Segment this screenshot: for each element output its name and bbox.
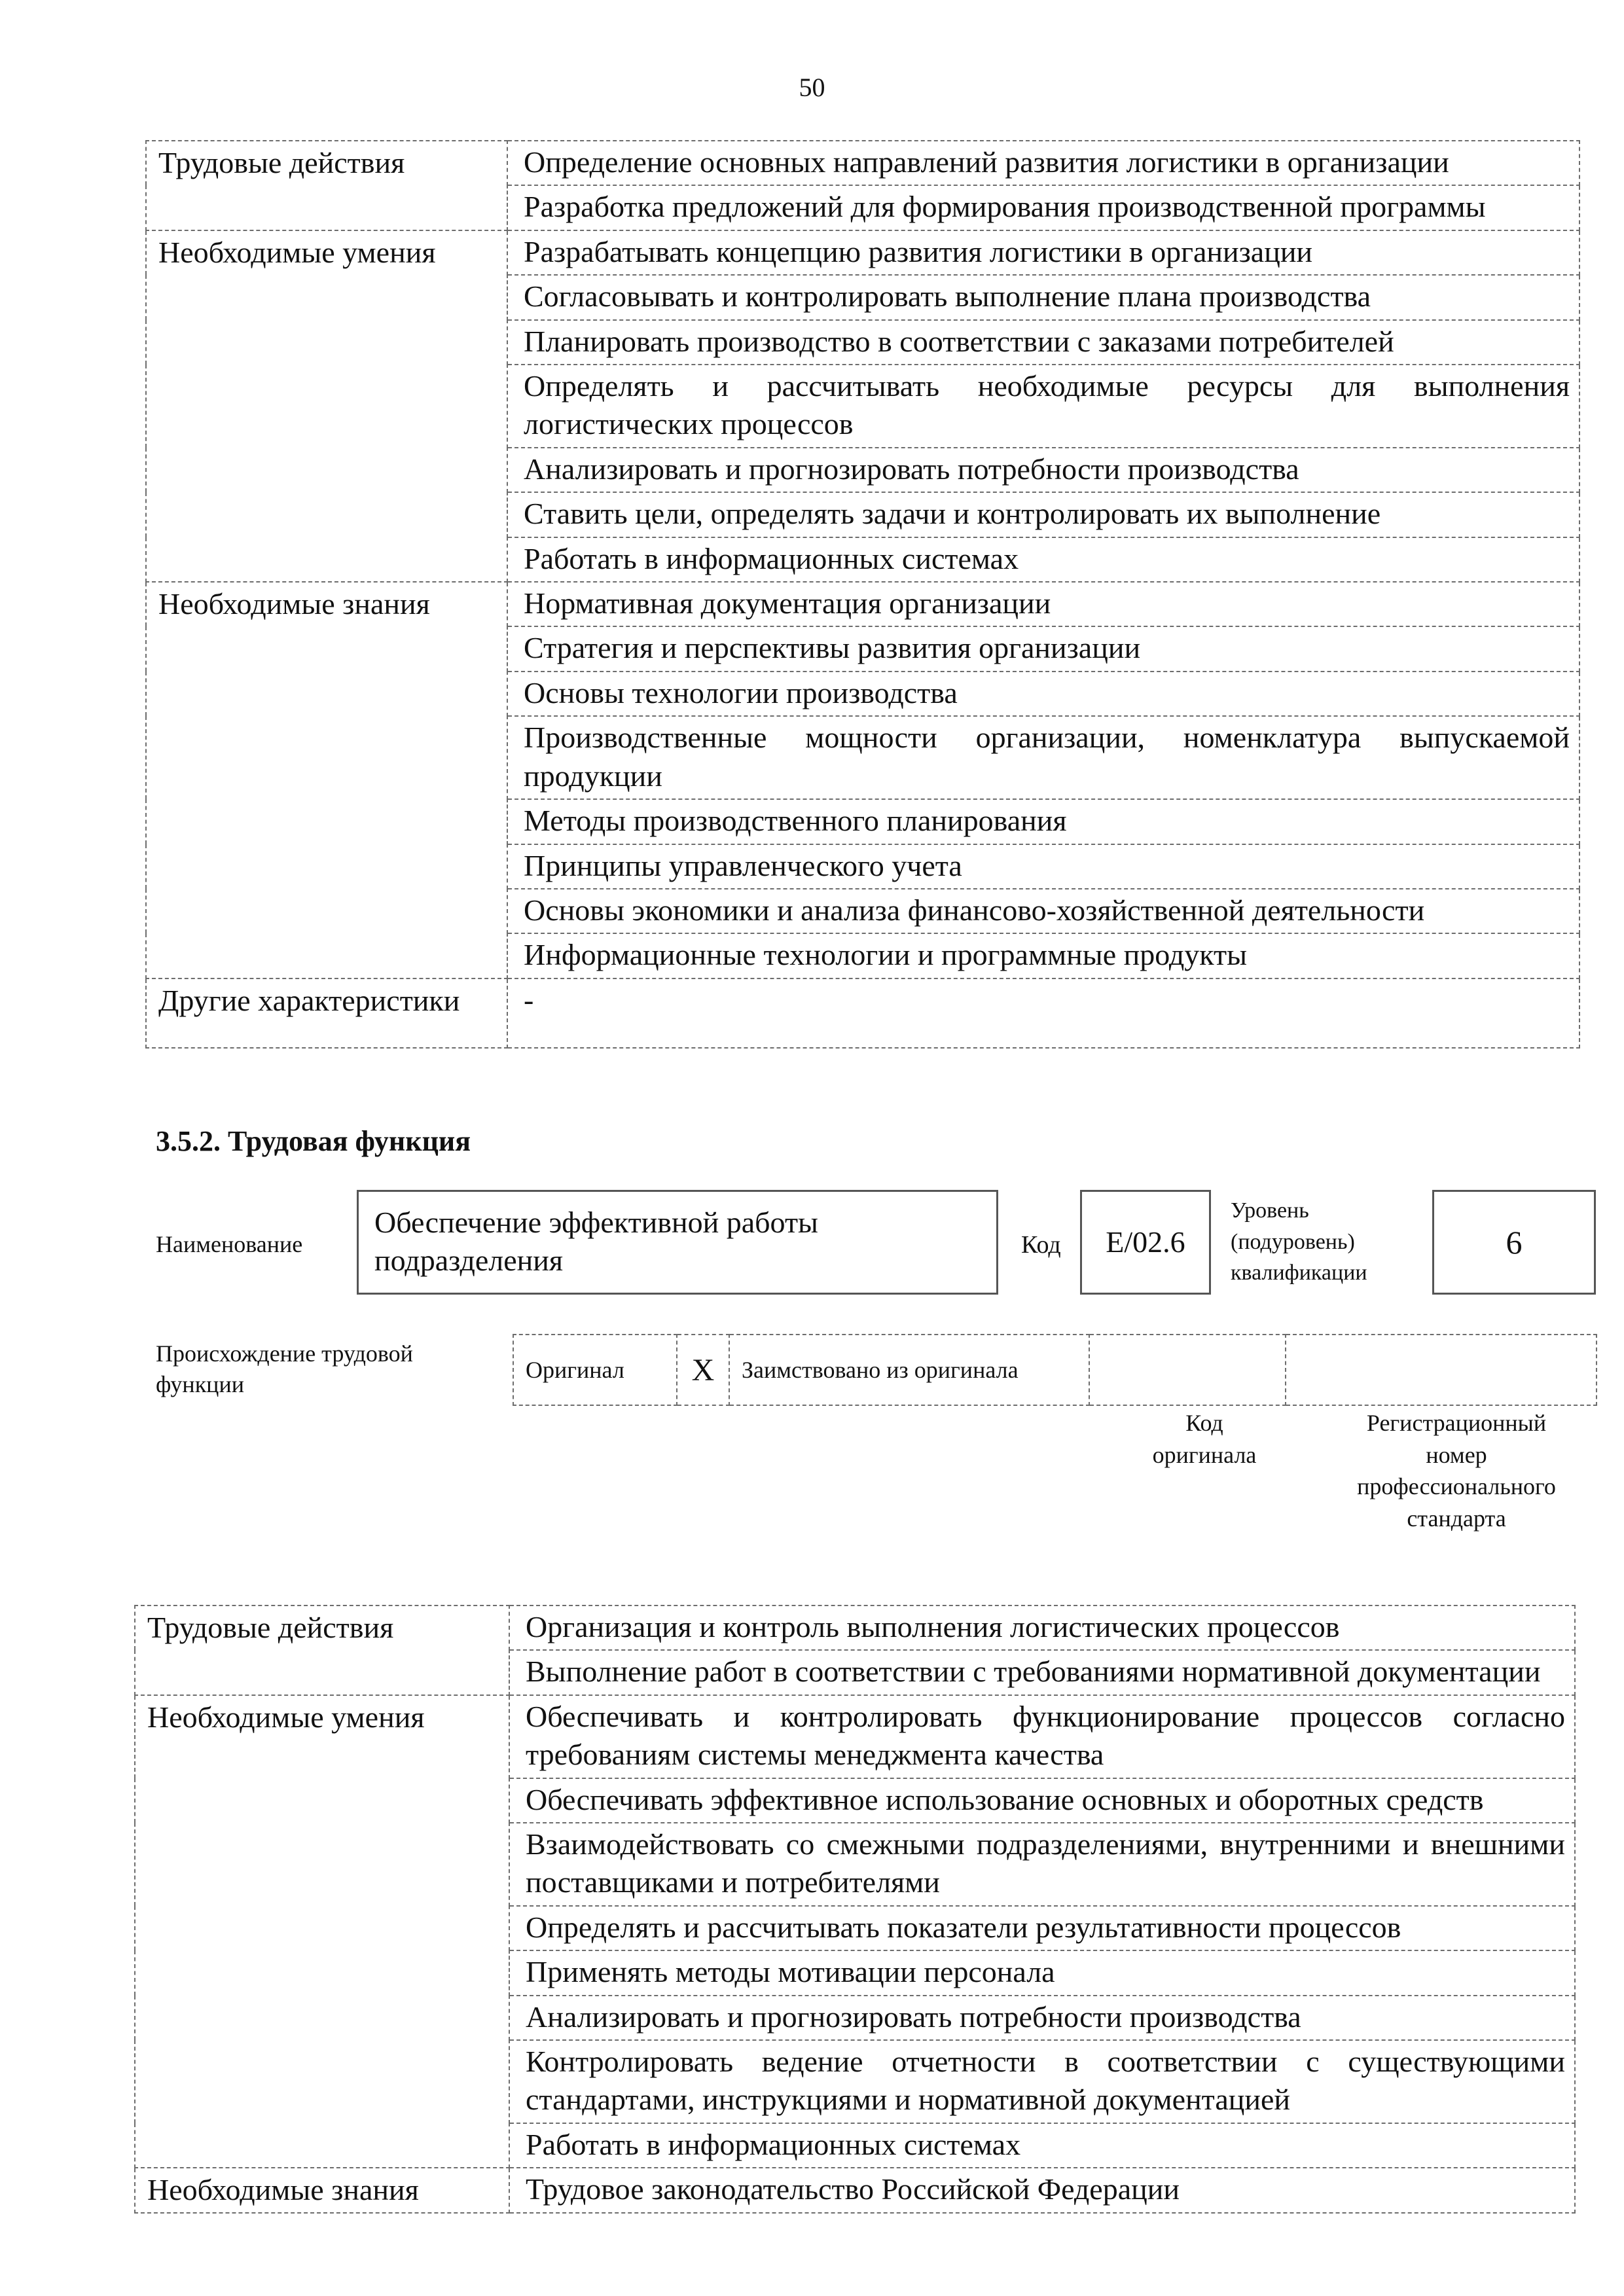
row-label-labor-actions: Трудовые действия — [135, 1605, 509, 1695]
page-number: 50 — [799, 73, 825, 102]
origin-code-cell — [1089, 1335, 1286, 1405]
row-label-skills: Необходимые умения — [146, 230, 507, 582]
origin-borrowed-cell: Заимствовано из оригинала — [729, 1335, 1089, 1405]
function-name-box: Обеспечение эффективной работы подразделения — [357, 1190, 998, 1295]
section-title: 3.5.2. Трудовая функция — [156, 1125, 471, 1157]
name-label: Наименование — [156, 1231, 303, 1257]
table-cell: Работать в информационных системах — [507, 537, 1579, 582]
caption-line: Регистрационный — [1366, 1410, 1547, 1436]
table-cell: Обеспечивать и контролировать функционирование процессов согласно требованиям системы менеджмента качества — [509, 1695, 1575, 1778]
qualification-level-box: 6 — [1432, 1190, 1596, 1295]
caption-line: профессионального — [1357, 1473, 1556, 1500]
row-label-other: Другие характеристики — [146, 978, 507, 1048]
table-cell: Анализировать и прогнозировать потребности производства — [509, 1996, 1575, 2040]
table-cell: Контролировать ведение отчетности в соответствии с существующими стандартами, инструкциями и нормативной документацией — [509, 2040, 1575, 2123]
table-cell: Методы производственного планирования — [507, 799, 1579, 844]
table-cell: Определение основных направлений развития логистики в организации — [507, 141, 1579, 185]
row-label-labor-actions: Трудовые действия — [146, 141, 507, 230]
requirements-table-bottom — [134, 1605, 1576, 2214]
level-label — [1231, 1195, 1367, 1289]
caption-line: оригинала — [1152, 1441, 1257, 1468]
requirements-table-top — [145, 140, 1580, 1049]
table-cell: Основы технологии производства — [507, 672, 1579, 716]
row-label-knowledge: Необходимые знания — [135, 2168, 509, 2212]
table-cell: Производственные мощности организации, номенклатура выпускаемой продукции — [507, 716, 1579, 799]
table-cell: Определять и рассчитывать показатели результативности процессов — [509, 1906, 1575, 1950]
table-cell: Взаимодействовать со смежными подразделениями, внутренними и внешними поставщиками и потребителями — [509, 1823, 1575, 1906]
origin-label-line: Происхождение трудовой — [156, 1340, 413, 1367]
table-cell: Ставить цели, определять задачи и контролировать их выполнение — [507, 492, 1579, 537]
table-cell: - — [507, 978, 1579, 1048]
caption-registration-number — [1316, 1407, 1597, 1534]
row-label-skills: Необходимые умения — [135, 1695, 509, 2168]
table-cell: Принципы управленческого учета — [507, 844, 1579, 889]
table-cell: Разработка предложений для формирования производственной программы — [507, 185, 1579, 230]
table-cell: Организация и контроль выполнения логистических процессов — [509, 1605, 1575, 1650]
table-cell: Определять и рассчитывать необходимые ресурсы для выполнения логистических процессов — [507, 365, 1579, 448]
function-code-box: E/02.6 — [1080, 1190, 1211, 1295]
table-cell: Основы экономики и анализа финансово-хозяйственной деятельности — [507, 889, 1579, 933]
table-cell: Разрабатывать концепцию развития логистики в организации — [507, 230, 1579, 275]
origin-label — [156, 1338, 413, 1400]
origin-mark-cell: X — [677, 1335, 729, 1405]
table-cell: Работать в информационных системах — [509, 2123, 1575, 2168]
caption-line: Код — [1185, 1410, 1223, 1436]
table-cell: Нормативная документация организации — [507, 582, 1579, 626]
caption-line: стандарта — [1407, 1505, 1506, 1532]
table-cell: Обеспечивать эффективное использование основных и оборотных средств — [509, 1778, 1575, 1823]
origin-label-line: функции — [156, 1371, 244, 1397]
table-cell: Информационные технологии и программные продукты — [507, 933, 1579, 978]
table-cell: Трудовое законодательство Российской Федерации — [509, 2168, 1575, 2212]
caption-original-code — [1106, 1407, 1303, 1471]
table-cell: Выполнение работ в соответствии с требованиями нормативной документации — [509, 1650, 1575, 1695]
row-label-knowledge: Необходимые знания — [146, 582, 507, 978]
caption-line: номер — [1426, 1441, 1487, 1468]
table-cell: Планировать производство в соответствии с заказами потребителей — [507, 320, 1579, 365]
table-cell: Анализировать и прогнозировать потребности производства — [507, 448, 1579, 492]
origin-original-cell: Оригинал — [513, 1335, 677, 1405]
table-cell: Применять методы мотивации персонала — [509, 1950, 1575, 1995]
level-label-line: (подуровень) — [1231, 1229, 1355, 1254]
table-cell: Согласовывать и контролировать выполнение плана производства — [507, 275, 1579, 319]
level-label-line: квалификации — [1231, 1261, 1367, 1285]
origin-reg-number-cell — [1286, 1335, 1597, 1405]
code-label: Код — [1021, 1231, 1061, 1259]
origin-table — [513, 1334, 1597, 1406]
table-cell: Стратегия и перспективы развития организации — [507, 626, 1579, 671]
level-label-line: Уровень — [1231, 1198, 1309, 1223]
